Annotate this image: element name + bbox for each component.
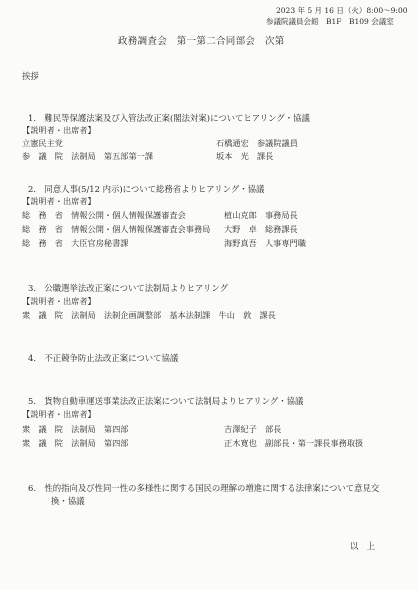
item-2-attendee-label: 【説明者・出席者】: [22, 196, 96, 206]
item-3-attendee-1: 衆 議 院 法制局 法制企画調整部 基本法制課 牛山 敦 課長: [22, 310, 276, 320]
item-5-attendee-2-org: 衆 議 院 法制局 第四部: [22, 438, 129, 448]
item-1-attendee-2-person: 坂本 光 課長: [216, 151, 274, 161]
item-2-attendee-2-person: 大野 卓 総務課長: [224, 224, 298, 234]
item-5-attendee-label: 【説明者・出席者】: [22, 409, 96, 419]
item-2-attendee-3-org: 総 務 省 大臣官房秘書課: [22, 238, 129, 248]
item-5-attendee-1-org: 衆 議 院 法制局 第四部: [22, 424, 129, 434]
date-line: 2023 年 5 月 16 日（火）8:00～9:00: [276, 6, 408, 15]
item-3-attendee-label: 【説明者・出席者】: [22, 296, 96, 306]
greeting: 挨拶: [22, 71, 39, 81]
location-line: 参議院議員会館 B1F B109 会議室: [266, 17, 394, 26]
item-2-attendee-3-person: 海野真吾 人事専門職: [224, 238, 306, 248]
item-3-heading: 3. 公職選挙法改正案について法制局よりヒアリング: [28, 283, 228, 293]
item-1-attendee-2-org: 参 議 院 法制局 第五部第一課: [22, 151, 154, 161]
item-4-heading: 4. 不正競争防止法改正案について協議: [28, 353, 179, 363]
closing-mark: 以 上: [350, 541, 376, 551]
item-2-attendee-1-org: 総 務 省 情報公開・個人情報保護審査会: [22, 210, 186, 220]
item-1-attendee-label: 【説明者・出席者】: [22, 125, 96, 135]
item-5-attendee-2-person: 正木寛也 副部長・第一課長事務取扱: [224, 438, 364, 448]
item-1-attendee-1-org: 立憲民主党: [22, 138, 63, 148]
item-1-attendee-1-person: 石橋通宏 参議院議員: [216, 138, 298, 148]
item-5-heading: 5. 貨物自動車運送事業法改正法案について法制局よりヒアリング・協議: [28, 396, 304, 406]
item-2-attendee-1-person: 植山克郎 事務局長: [224, 210, 298, 220]
item-1-heading: 1. 難民等保護法案及び入管法改正案(閣法対案)についてヒアリング・協議: [28, 113, 310, 123]
item-2-heading: 2. 同意人事(5/12 内示)について総務省よりヒアリング・協議: [28, 184, 265, 194]
item-6-heading: 6. 性的指向及び性同一性の多様性に関する国民の理解の増進に関する法律案について意見交: [28, 483, 380, 493]
page-title: 政務調査会 第一第二合同部会 次第: [118, 36, 285, 47]
item-5-attendee-1-person: 吉澤紀子 部長: [224, 424, 282, 434]
item-6-heading-continued: 換・協議: [51, 496, 85, 506]
item-2-attendee-2-org: 総 務 省 情報公開・個人情報保護審査会事務局: [22, 224, 211, 234]
